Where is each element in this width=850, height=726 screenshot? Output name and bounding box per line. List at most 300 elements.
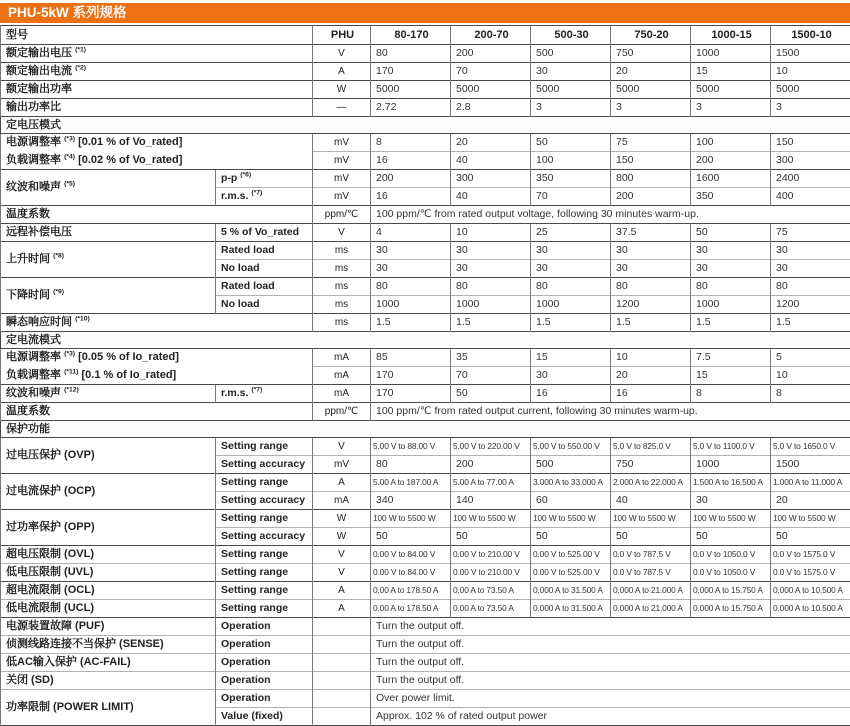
value-cell-2: 80: [531, 278, 611, 296]
value-cell-4: 0.000 A to 15.750 A: [691, 582, 771, 600]
value-cell-3: 80: [611, 278, 691, 296]
unit-cell: ms: [313, 242, 371, 260]
value-cell-3: 1.5: [611, 314, 691, 332]
value-cell-2: 50: [531, 134, 611, 152]
spec-row: [1, 99, 850, 117]
value-cell-0: 80: [371, 278, 451, 296]
spec-row: [1, 672, 850, 690]
column-header-phu: PHU: [313, 26, 371, 45]
unit-cell: W: [313, 528, 371, 546]
value-cell-5: 400: [771, 188, 850, 206]
value-cell-4: 30: [691, 260, 771, 278]
value-cell-2: 30: [531, 260, 611, 278]
value-cell-5: 30: [771, 260, 850, 278]
spec-sublabel: Setting range: [216, 546, 313, 564]
unit-cell: W: [313, 81, 371, 99]
value-cell-5: 300: [771, 152, 850, 170]
value-cell-3: 0.000 A to 21.000 A: [611, 600, 691, 618]
spec-label: 电源调整率 $^{(*3)}$ [0.01 % of Vo_rated]: [1, 134, 313, 152]
value-cell-2: 25: [531, 224, 611, 242]
footnote-marker: (*8): [53, 253, 64, 260]
value-cell-3: 10: [611, 349, 691, 367]
value-cell-5: 8: [771, 385, 850, 403]
value-cell-5: 5000: [771, 81, 850, 99]
value-cell-1: 5000: [451, 81, 531, 99]
footnote-marker: (*5): [64, 181, 75, 188]
value-cell-2: 3: [531, 99, 611, 117]
value-cell-span: Turn the output off.: [371, 618, 850, 636]
spec-row: [1, 618, 850, 636]
value-cell-4: 1600: [691, 170, 771, 188]
spec-row: [1, 582, 850, 600]
spec-row: [1, 224, 850, 242]
spec-sublabel: Value (fixed): [216, 708, 313, 726]
value-cell-1: 80: [451, 278, 531, 296]
value-cell-5: 1500: [771, 456, 850, 474]
value-cell-span: Approx. 102 % of rated output power: [371, 708, 850, 726]
value-cell-4: 100 W to 5500 W: [691, 510, 771, 528]
value-cell-0: 16: [371, 152, 451, 170]
spec-row: [1, 63, 850, 81]
spec-label: 电源调整率 $^{(*3)}$ [0.05 % of Io_rated]: [1, 349, 313, 367]
value-cell-4: 0.0 V to 1050.0 V: [691, 564, 771, 582]
unit-cell: ms: [313, 278, 371, 296]
value-cell-3: 800: [611, 170, 691, 188]
section-row: [1, 332, 850, 349]
value-cell-0: 30: [371, 260, 451, 278]
value-cell-2: 1.5: [531, 314, 611, 332]
unit-cell: —: [313, 99, 371, 117]
column-header-model-0: 80-170: [371, 26, 451, 45]
value-cell-span: Turn the output off.: [371, 654, 850, 672]
value-cell-1: 2.8: [451, 99, 531, 117]
value-cell-1: 40: [451, 152, 531, 170]
value-cell-5: 5: [771, 349, 850, 367]
spec-sublabel: Setting range: [216, 510, 313, 528]
spec-sublabel: r.m.s. $^{(*7)}$: [216, 188, 313, 206]
value-cell-5: 80: [771, 278, 850, 296]
value-cell-3: 5000: [611, 81, 691, 99]
value-cell-4: 100: [691, 134, 771, 152]
spec-label: 瞬态响应时间 $^{(*10)}$: [1, 314, 313, 332]
unit-cell: ms: [313, 296, 371, 314]
value-cell-1: 5.00 V to 220.00 V: [451, 438, 531, 456]
value-cell-1: 200: [451, 456, 531, 474]
spec-label: 关闭 (SD): [1, 672, 216, 690]
series-title-bar: [0, 3, 850, 23]
value-cell-2: 0.000 A to 31.500 A: [531, 582, 611, 600]
spec-label: 温度系数: [1, 206, 313, 224]
section-title: 定电压模式: [1, 117, 850, 134]
footnote-marker: (*2): [75, 65, 86, 72]
spec-row: [1, 690, 850, 708]
spec-label: 额定输出电流 $^{(*2)}$: [1, 63, 313, 81]
value-cell-3: 37.5: [611, 224, 691, 242]
unit-cell: ms: [313, 260, 371, 278]
value-cell-1: 30: [451, 242, 531, 260]
unit-cell: mV: [313, 188, 371, 206]
spec-sublabel: Operation: [216, 654, 313, 672]
value-cell-2: 500: [531, 456, 611, 474]
value-cell-4: 8: [691, 385, 771, 403]
spec-row: [1, 170, 850, 188]
value-cell-0: 170: [371, 385, 451, 403]
value-cell-4: 3: [691, 99, 771, 117]
value-cell-5: 10: [771, 63, 850, 81]
unit-cell: V: [313, 546, 371, 564]
value-cell-3: 0.000 A to 21.000 A: [611, 582, 691, 600]
value-cell-4: 350: [691, 188, 771, 206]
value-cell-4: 5.0 V to 1100.0 V: [691, 438, 771, 456]
spec-row: [1, 474, 850, 492]
value-cell-4: 1.500 A to 16.500 A: [691, 474, 771, 492]
value-cell-4: 5000: [691, 81, 771, 99]
value-cell-0: 100 W to 5500 W: [371, 510, 451, 528]
unit-cell: A: [313, 474, 371, 492]
unit-cell: A: [313, 600, 371, 618]
value-cell-4: 1000: [691, 45, 771, 63]
table-header-row: [1, 26, 850, 45]
value-cell-4: 80: [691, 278, 771, 296]
value-cell-1: 0.00 V to 210.00 V: [451, 546, 531, 564]
value-cell-0: 5.00 A to 187.00 A: [371, 474, 451, 492]
value-cell-3: 20: [611, 63, 691, 81]
footnote-marker: (*1): [75, 47, 86, 54]
value-cell-1: 100 W to 5500 W: [451, 510, 531, 528]
value-cell-0: 4: [371, 224, 451, 242]
value-cell-1: 1000: [451, 296, 531, 314]
spec-row: [1, 438, 850, 456]
value-cell-span: Over power limit.: [371, 690, 850, 708]
value-cell-5: 50: [771, 528, 850, 546]
value-cell-4: 1000: [691, 456, 771, 474]
spec-label: 温度系数: [1, 403, 313, 421]
spec-sublabel: Setting range: [216, 600, 313, 618]
unit-cell: A: [313, 582, 371, 600]
value-cell-5: 100 W to 5500 W: [771, 510, 850, 528]
spec-row: [1, 564, 850, 582]
value-cell-1: 40: [451, 188, 531, 206]
value-cell-2: 5.00 V to 550.00 V: [531, 438, 611, 456]
value-cell-1: 20: [451, 134, 531, 152]
unit-cell: V: [313, 45, 371, 63]
value-cell-4: 15: [691, 367, 771, 385]
spec-sublabel: r.m.s. $^{(*7)}$: [216, 385, 313, 403]
value-cell-5: 0.000 A to 10.500 A: [771, 582, 850, 600]
value-cell-4: 30: [691, 242, 771, 260]
value-cell-4: 50: [691, 224, 771, 242]
footnote-marker: (*3): [64, 136, 75, 143]
value-cell-0: 85: [371, 349, 451, 367]
value-cell-2: 16: [531, 385, 611, 403]
spec-sublabel: Setting range: [216, 438, 313, 456]
value-cell-span: Turn the output off.: [371, 672, 850, 690]
value-cell-2: 50: [531, 528, 611, 546]
section-row: [1, 117, 850, 134]
spec-label: 超电流限制 (OCL): [1, 582, 216, 600]
value-cell-1: 140: [451, 492, 531, 510]
value-cell-1: 50: [451, 385, 531, 403]
unit-cell: [313, 636, 371, 654]
value-cell-5: 10: [771, 367, 850, 385]
value-cell-span: 100 ppm/℃ from rated output voltage, following 30 minutes warm-up.: [371, 206, 850, 224]
value-cell-5: 1.5: [771, 314, 850, 332]
value-cell-0: 200: [371, 170, 451, 188]
spec-sublabel: Operation: [216, 672, 313, 690]
unit-cell: ppm/℃: [313, 206, 371, 224]
value-cell-4: 15: [691, 63, 771, 81]
spec-sublabel: p-p $^{(*6)}$: [216, 170, 313, 188]
spec-sublabel: No load: [216, 296, 313, 314]
value-cell-2: 100: [531, 152, 611, 170]
spec-sublabel: Setting range: [216, 474, 313, 492]
value-cell-0: 2.72: [371, 99, 451, 117]
unit-cell: V: [313, 224, 371, 242]
spec-label: 输出功率比: [1, 99, 313, 117]
value-cell-3: 750: [611, 45, 691, 63]
column-header-model-3: 750-20: [611, 26, 691, 45]
value-cell-span: Turn the output off.: [371, 636, 850, 654]
spec-sublabel: Setting accuracy: [216, 456, 313, 474]
spec-label: 额定输出功率: [1, 81, 313, 99]
value-cell-3: 2.000 A to 22.000 A: [611, 474, 691, 492]
spec-sublabel: Setting accuracy: [216, 528, 313, 546]
value-cell-1: 5.00 A to 77.00 A: [451, 474, 531, 492]
value-cell-5: 75: [771, 224, 850, 242]
unit-cell: mV: [313, 152, 371, 170]
spec-label: 侦测线路连接不当保护 (SENSE): [1, 636, 216, 654]
column-header-model-1: 200-70: [451, 26, 531, 45]
value-cell-1: 10: [451, 224, 531, 242]
value-cell-4: 7.5: [691, 349, 771, 367]
value-cell-2: 30: [531, 367, 611, 385]
spec-row: [1, 45, 850, 63]
value-cell-2: 0.00 V to 525.00 V: [531, 564, 611, 582]
value-cell-0: 170: [371, 63, 451, 81]
unit-cell: V: [313, 438, 371, 456]
value-cell-2: 0.00 V to 525.00 V: [531, 546, 611, 564]
value-cell-0: 170: [371, 367, 451, 385]
section-row: [1, 421, 850, 438]
value-cell-5: 20: [771, 492, 850, 510]
unit-cell: V: [313, 564, 371, 582]
value-cell-5: 0.0 V to 1575.0 V: [771, 564, 850, 582]
value-cell-2: 70: [531, 188, 611, 206]
unit-cell: mV: [313, 170, 371, 188]
spec-row: [1, 367, 850, 385]
value-cell-2: 1000: [531, 296, 611, 314]
spec-sublabel: Rated load: [216, 278, 313, 296]
value-cell-0: 1.5: [371, 314, 451, 332]
spec-sublabel: Operation: [216, 690, 313, 708]
value-cell-5: 1.000 A to 11.000 A: [771, 474, 850, 492]
unit-cell: mV: [313, 134, 371, 152]
value-cell-3: 30: [611, 242, 691, 260]
value-cell-5: 1200: [771, 296, 850, 314]
value-cell-4: 1.5: [691, 314, 771, 332]
value-cell-5: 2400: [771, 170, 850, 188]
value-cell-2: 60: [531, 492, 611, 510]
value-cell-2: 100 W to 5500 W: [531, 510, 611, 528]
value-cell-4: 30: [691, 492, 771, 510]
value-cell-5: 5.0 V to 1650.0 V: [771, 438, 850, 456]
spec-label: 上升时间 $^{(*8)}$: [1, 242, 216, 278]
unit-cell: mV: [313, 456, 371, 474]
value-cell-1: 0.00 A to 73.50 A: [451, 582, 531, 600]
value-cell-3: 0.0 V to 787.5 V: [611, 546, 691, 564]
value-cell-3: 40: [611, 492, 691, 510]
column-header-model: 型号: [1, 26, 313, 45]
value-cell-3: 100 W to 5500 W: [611, 510, 691, 528]
value-cell-0: 5.00 V to 88.00 V: [371, 438, 451, 456]
unit-cell: [313, 618, 371, 636]
spec-label: 下降时间 $^{(*9)}$: [1, 278, 216, 314]
unit-cell: W: [313, 510, 371, 528]
value-cell-0: 5000: [371, 81, 451, 99]
value-cell-2: 0.000 A to 31.500 A: [531, 600, 611, 618]
value-cell-3: 1200: [611, 296, 691, 314]
spec-label: 功率限制 (POWER LIMIT): [1, 690, 216, 726]
spec-label: 额定输出电压 $^{(*1)}$: [1, 45, 313, 63]
value-cell-1: 200: [451, 45, 531, 63]
value-cell-3: 5.0 V to 825.0 V: [611, 438, 691, 456]
footnote-marker: (*10): [75, 316, 90, 323]
value-cell-0: 340: [371, 492, 451, 510]
spec-row: [1, 600, 850, 618]
spec-label: 纹波和噪声 $^{(*5)}$: [1, 170, 216, 206]
value-cell-3: 30: [611, 260, 691, 278]
value-cell-span: 100 ppm/℃ from rated output current, following 30 minutes warm-up.: [371, 403, 850, 421]
footnote-marker: (*4): [64, 153, 75, 160]
column-header-model-4: 1000-15: [691, 26, 771, 45]
value-cell-0: 80: [371, 456, 451, 474]
spec-sublabel: Setting accuracy: [216, 492, 313, 510]
unit-cell: mA: [313, 367, 371, 385]
spec-label: 负载调整率 $^{(*4)}$ [0.02 % of Vo_rated]: [1, 152, 313, 170]
spec-label: 超电压限制 (OVL): [1, 546, 216, 564]
value-cell-3: 0.0 V to 787.5 V: [611, 564, 691, 582]
value-cell-2: 15: [531, 349, 611, 367]
spec-row: [1, 654, 850, 672]
unit-cell: [313, 672, 371, 690]
footnote-marker: (*3): [64, 351, 75, 358]
footnote-marker: (*7): [251, 387, 262, 394]
value-cell-0: 80: [371, 45, 451, 63]
section-title: 保护功能: [1, 421, 850, 438]
spec-label: 负载调整率 $^{(*11)}$ [0.1 % of Io_rated]: [1, 367, 313, 385]
spec-row: [1, 81, 850, 99]
value-cell-1: 300: [451, 170, 531, 188]
value-cell-3: 16: [611, 385, 691, 403]
value-cell-5: 1500: [771, 45, 850, 63]
value-cell-0: 0.00 A to 178.50 A: [371, 600, 451, 618]
value-cell-1: 1.5: [451, 314, 531, 332]
value-cell-2: 30: [531, 242, 611, 260]
value-cell-4: 0.000 A to 15.750 A: [691, 600, 771, 618]
spec-label: 过功率保护 (OPP): [1, 510, 216, 546]
value-cell-0: 1000: [371, 296, 451, 314]
value-cell-5: 30: [771, 242, 850, 260]
spec-label: 过电压保护 (OVP): [1, 438, 216, 474]
unit-cell: [313, 654, 371, 672]
footnote-marker: (*9): [53, 289, 64, 296]
value-cell-1: 0.00 V to 210.00 V: [451, 564, 531, 582]
unit-cell: mA: [313, 385, 371, 403]
spec-row: [1, 636, 850, 654]
value-cell-0: 30: [371, 242, 451, 260]
value-cell-2: 5000: [531, 81, 611, 99]
spec-row: [1, 152, 850, 170]
spec-sublabel: Setting range: [216, 564, 313, 582]
spec-sublabel: No load: [216, 260, 313, 278]
unit-cell: mA: [313, 349, 371, 367]
footnote-marker: (*7): [251, 190, 262, 197]
value-cell-2: 30: [531, 63, 611, 81]
value-cell-3: 75: [611, 134, 691, 152]
value-cell-5: 0.000 A to 10.500 A: [771, 600, 850, 618]
spec-sublabel: Operation: [216, 618, 313, 636]
unit-cell: ppm/℃: [313, 403, 371, 421]
spec-row: [1, 385, 850, 403]
spec-sublabel: Rated load: [216, 242, 313, 260]
value-cell-0: 0.00 V to 84.00 V: [371, 564, 451, 582]
spec-sublabel: Operation: [216, 636, 313, 654]
value-cell-4: 50: [691, 528, 771, 546]
spec-row: [1, 349, 850, 367]
value-cell-2: 350: [531, 170, 611, 188]
footnote-marker: (*6): [240, 172, 251, 179]
spec-row: [1, 403, 850, 421]
spec-label: 低电压限制 (UVL): [1, 564, 216, 582]
value-cell-1: 50: [451, 528, 531, 546]
value-cell-3: 750: [611, 456, 691, 474]
unit-cell: mA: [313, 492, 371, 510]
spec-table: [0, 25, 850, 726]
value-cell-0: 8: [371, 134, 451, 152]
value-cell-5: 150: [771, 134, 850, 152]
spec-label: 远程补偿电压: [1, 224, 216, 242]
spec-row: [1, 206, 850, 224]
value-cell-3: 3: [611, 99, 691, 117]
value-cell-1: 0.00 A to 73.50 A: [451, 600, 531, 618]
value-cell-0: 0.00 A to 178.50 A: [371, 582, 451, 600]
value-cell-1: 70: [451, 63, 531, 81]
spec-row: [1, 278, 850, 296]
value-cell-1: 30: [451, 260, 531, 278]
column-header-model-2: 500-30: [531, 26, 611, 45]
spec-label: 低电流限制 (UCL): [1, 600, 216, 618]
value-cell-3: 200: [611, 188, 691, 206]
value-cell-2: 500: [531, 45, 611, 63]
spec-row: [1, 242, 850, 260]
value-cell-0: 16: [371, 188, 451, 206]
spec-label: 低AC输入保护 (AC-FAIL): [1, 654, 216, 672]
value-cell-0: 0.00 V to 84.00 V: [371, 546, 451, 564]
value-cell-0: 50: [371, 528, 451, 546]
column-header-model-5: 1500-10: [771, 26, 850, 45]
value-cell-4: 200: [691, 152, 771, 170]
value-cell-3: 50: [611, 528, 691, 546]
footnote-marker: (*12): [64, 387, 79, 394]
value-cell-3: 150: [611, 152, 691, 170]
spec-row: [1, 546, 850, 564]
page-title: PHU-5kW 系列规格: [8, 5, 127, 20]
unit-cell: ms: [313, 314, 371, 332]
value-cell-4: 0.0 V to 1050.0 V: [691, 546, 771, 564]
value-cell-3: 20: [611, 367, 691, 385]
section-title: 定电流模式: [1, 332, 850, 349]
value-cell-1: 35: [451, 349, 531, 367]
